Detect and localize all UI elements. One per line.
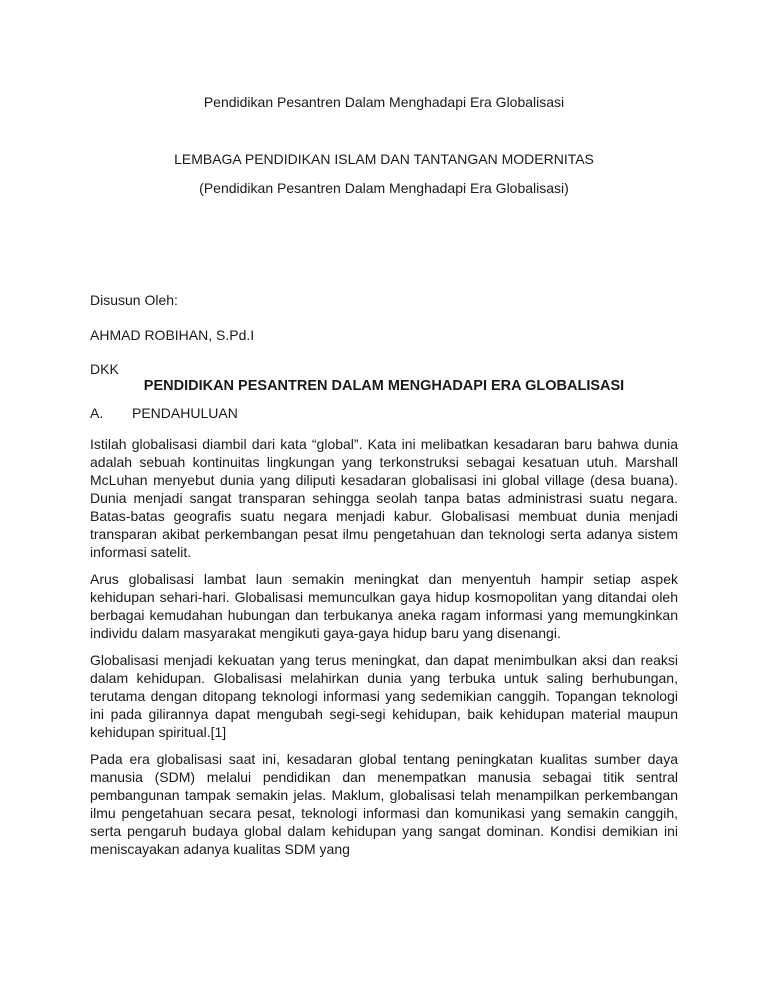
- document-subtitle-parenthetical: (Pendidikan Pesantren Dalam Menghadapi Era Globalisasi): [199, 180, 569, 196]
- author-label: Disusun Oleh:: [90, 292, 178, 308]
- paragraph: Istilah globalisasi diambil dari kata “global”. Kata ini melibatkan kesadaran baru bahwa dunia adalah sebuah kontinuitas lingkungan yang terkonstruksi sebagai kesatuan utuh. Marshall McLuhan menyebut dunia yang diliputi kesadaran globalisasi ini global village (desa buana). Dunia menjadi sangat transparan sehingga seolah tanpa batas administrasi suatu negara. Batas-batas geografis suatu negara menjadi kabur. Globalisasi membuat dunia menjadi transparan akibat perkembangan pesat ilmu pengetahuan dan teknologi serta adanya sistem informasi satelit.: [90, 436, 678, 560]
- section-title: PENDAHULUAN: [132, 405, 238, 421]
- section-number: A.: [90, 405, 104, 421]
- main-heading: PENDIDIKAN PESANTREN DALAM MENGHADAPI ERA GLOBALISASI: [143, 378, 625, 394]
- paragraph: Pada era globalisasi saat ini, kesadaran global tentang peningkatan kualitas sumber daya manusia (SDM) melalui pendidikan dan menempatkan manusia sebagai titik sentral pembangunan tampak semakin jelas. Maklum, globalisasi telah menampilkan perkembangan ilmu pengetahuan secara pesat, teknologi informasi dan komunikasi yang semakin canggih, serta pengaruh budaya global dalam kehidupan yang sangat dominan. Kondisi demikian ini meniscayakan adanya kualitas SDM yang: [90, 751, 678, 857]
- document-title: Pendidikan Pesantren Dalam Menghadapi Era Globalisasi: [203, 94, 565, 110]
- author-etc: DKK: [90, 361, 119, 377]
- section-heading: [90, 405, 238, 421]
- paragraph: Globalisasi menjadi kekuatan yang terus meningkat, dan dapat menimbulkan aksi dan reaksi dalam kehidupan. Globalisasi melahirkan dunia yang terbuka untuk saling berhubungan, terutama dengan ditopang teknologi informasi yang sedemikian canggih. Topangan teknologi ini pada gilirannya dapat mengubah segi-segi kehidupan, baik kehidupan material maupun kehidupan spiritual.[1]: [90, 652, 678, 740]
- body-text: [90, 435, 678, 867]
- document-subtitle: LEMBAGA PENDIDIKAN ISLAM DAN TANTANGAN MODERNITAS: [174, 151, 594, 167]
- paragraph: Arus globalisasi lambat laun semakin meningkat dan menyentuh hampir setiap aspek kehidupan sehari-hari. Globalisasi memunculkan gaya hidup kosmopolitan yang ditandai oleh berbagai kemudahan hubungan dan terbukanya aneka ragam informasi yang memungkinkan individu dalam masyarakat mengikuti gaya-gaya hidup baru yang disenangi.: [90, 571, 678, 641]
- author-name: AHMAD ROBIHAN, S.Pd.I: [90, 327, 255, 343]
